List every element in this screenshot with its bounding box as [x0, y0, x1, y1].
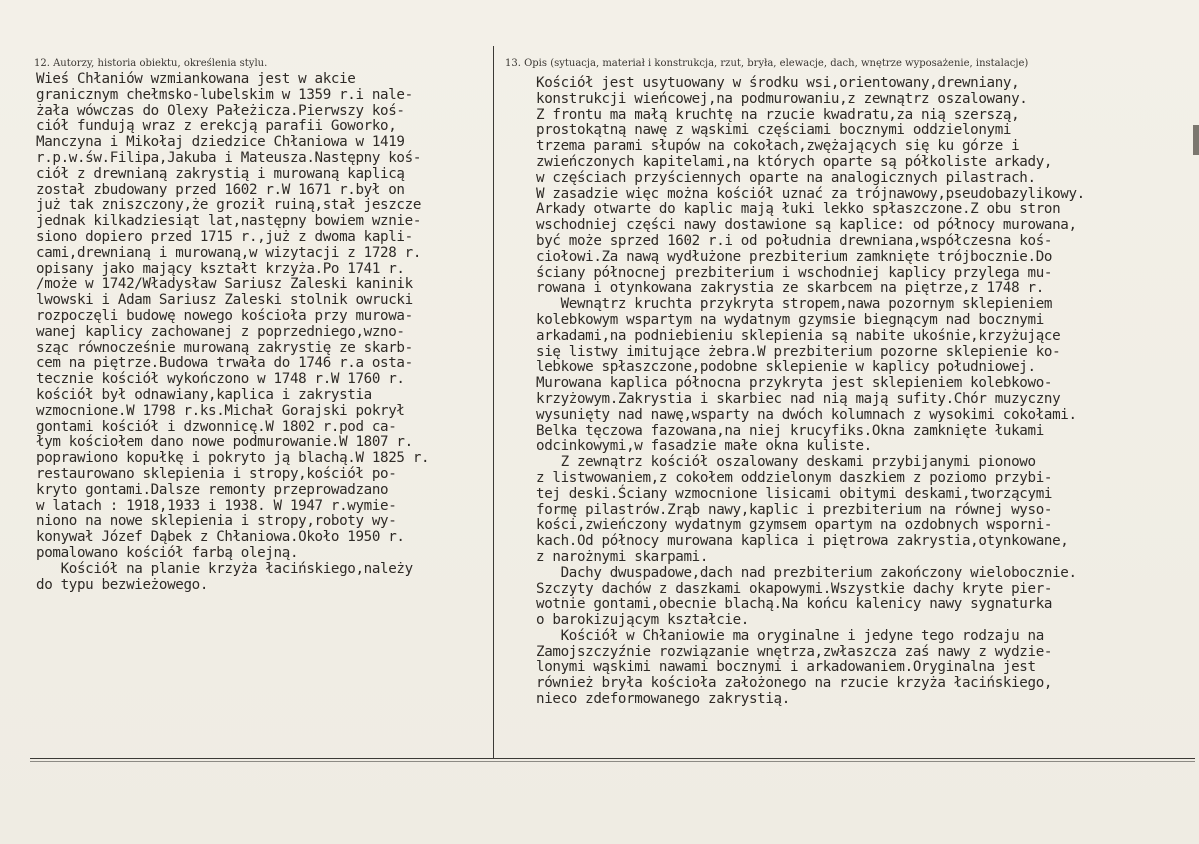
text-line: kości,zwieńczony wydatnym gzymsem opartym na ozdobnych wsporni-	[536, 517, 1053, 534]
text-line: Szczyty dachów z daszkami okapowymi.Wszystkie dachy kryte pier-	[536, 580, 1053, 597]
text-line: żała wówczas do Olexy Pałeżicza.Pierwszy koś-	[36, 102, 405, 119]
text-line: również bryła kościoła założonego na rzucie krzyża łacińskiego,	[536, 675, 1053, 692]
text-line: ciołowi.Za nawą wydłużone prezbiterium zamknięte trójbocznie.Do	[536, 248, 1053, 265]
text-line: /może w 1742/Władysław Sariusz Zaleski kaninik	[36, 276, 413, 293]
text-line: do typu bezwieżowego.	[36, 576, 209, 593]
text-line: Kościół w Chłaniowie ma oryginalne i jedyne tego rodzaju na	[536, 627, 1044, 644]
text-line: Murowana kaplica północna przykryta jest sklepieniem kolebkowo-	[536, 375, 1053, 392]
text-line: konstrukcji wieńcowej,na podmurowaniu,z zewnątrz oszalowany.	[536, 90, 1028, 107]
text-line: wotnie gontami,obecnie blachą.Na końcu kalenicy nawy sygnaturka	[536, 596, 1053, 613]
text-line: ciół fundują wraz z erekcją parafii Goworko,	[36, 118, 397, 135]
text-line: wzmocnione.W 1798 r.ks.Michał Gorajski pokrył	[36, 402, 405, 419]
description-text	[536, 76, 1085, 708]
text-line: kryto gontami.Dalsze remonty przeprowadzano	[36, 481, 389, 498]
text-line: prostokątną nawę z wąskimi częściami bocznymi oddzielonymi	[536, 122, 1012, 139]
column-divider	[493, 46, 494, 758]
text-line: Zamojszczyźnie rozwiązanie wnętrza,zwłaszcza zaś nawy z wydzie-	[536, 643, 1053, 660]
text-line: rozpoczęli budowę nowego kościoła przy murowa-	[36, 307, 413, 324]
text-line: w częściach przyściennych oparte na analogicznych pilastrach.	[536, 169, 1036, 186]
history-text	[36, 72, 429, 593]
text-line: Wewnątrz kruchta przykryta stropem,nawa pozornym sklepieniem	[536, 296, 1053, 313]
text-line: o barokizującym kształcie.	[536, 612, 749, 629]
text-line: formę pilastrów.Zrąb nawy,kaplic i prezbiterium na równej wyso-	[536, 501, 1053, 518]
text-line: w latach : 1918,1933 i 1938. W 1947 r.wymie-	[36, 497, 397, 514]
section-heading-12: 12. Autorzy, historia obiektu, określenia stylu.	[34, 58, 268, 69]
section-heading-13: 13. Opis (sytuacja, materiał i konstrukcja, rzut, bryła, elewacje, dach, wnętrze wyposażenie, instalacje)	[505, 58, 1029, 69]
text-line: już tak zniszczony,że groził ruiną,stał jeszcze	[36, 197, 422, 214]
text-line: wschodniej części nawy dostawione są kaplice: od północy murowana,	[536, 217, 1077, 234]
text-line: kościół był odnawiany,kaplica i zakrystia	[36, 386, 372, 403]
text-line: ciół z drewnianą zakrystią i murowaną kaplicą	[36, 165, 405, 182]
text-line: wanej kaplicy zachowanej z poprzedniego,wzno-	[36, 323, 405, 340]
text-line: arkadami,na podniebieniu sklepienia są nabite ukośnie,krzyżujące	[536, 327, 1061, 344]
text-line: Kościół jest usytuowany w środku wsi,orientowany,drewniany,	[536, 75, 1020, 91]
text-line: gontami kościół i dzwonnicę.W 1802 r.pod ca-	[36, 418, 397, 435]
text-line: Belka tęczowa fazowana,na niej krucyfiks.Okna zamknięte łukami	[536, 422, 1044, 439]
text-line: kolebkowym wspartym na wydatnym gzymsie biegnącym nad bocznymi	[536, 311, 1044, 328]
text-line: tej deski.Ściany wzmocnione lisicami obitymi deskami,tworzącymi	[536, 485, 1053, 502]
text-line: restaurowano sklepienia i stropy,kościół po-	[36, 465, 397, 482]
text-line: r.p.w.św.Filipa,Jakuba i Mateusza.Następny koś-	[36, 149, 422, 166]
page-edge-mark	[1193, 125, 1199, 155]
text-line: niono na nowe sklepienia i stropy,roboty wy-	[36, 513, 397, 530]
text-line: Arkady otwarte do kaplic mają łuki lekko spłaszczone.Z obu stron	[536, 201, 1061, 218]
text-line: Z frontu ma małą kruchtę na rzucie kwadratu,za nią szerszą,	[536, 106, 1020, 123]
text-line: z listwowaniem,z cokołem oddzielonym daszkiem z poziomo przybi-	[536, 469, 1053, 486]
text-line: krzyżowym.Zakrystia i skarbiec nad nią mają sufity.Chór muzyczny	[536, 390, 1061, 407]
text-line: Z zewnątrz kościół oszalowany deskami przybijanymi pionowo	[536, 454, 1036, 471]
text-line: został zbudowany przed 1602 r.W 1671 r.był on	[36, 181, 405, 198]
text-line: kach.Od północy murowana kaplica i piętrowa zakrystia,otynkowane,	[536, 533, 1069, 550]
text-line: lonymi wąskimi nawami bocznymi i arkadowaniem.Oryginalna jest	[536, 659, 1036, 676]
text-line: z narożnymi skarpami.	[536, 548, 709, 565]
text-line: łym kościołem dano nowe podmurowanie.W 1807 r.	[36, 434, 413, 451]
text-line: się listwy imitujące żebra.W prezbiterium pozorne sklepienie ko-	[536, 343, 1061, 360]
text-line: cami,drewnianą i murowaną,w wizytacji z 1728 r.	[36, 244, 422, 261]
text-line: Dachy dwuspadowe,dach nad prezbiterium zakończony wielobocznie.	[536, 564, 1077, 581]
text-line: konywał Józef Dąbek z Chłaniowa.Około 1950 r.	[36, 529, 405, 546]
text-line: odcinkowymi,w fasadzie małe okna kuliste.	[536, 438, 872, 455]
bottom-rule-secondary	[30, 761, 1195, 762]
text-line: Manczyna i Mikołaj dziedzice Chłaniowa w 1419	[36, 134, 405, 151]
text-line: sząc równocześnie murowaną zakrystię ze skarb-	[36, 339, 413, 356]
text-line: pomalowano kościół farbą olejną.	[36, 544, 299, 561]
text-line: Kościół na planie krzyża łacińskiego,należy	[36, 560, 413, 577]
text-line: cem na piętrze.Budowa trwała do 1746 r.a osta-	[36, 355, 413, 372]
text-line: granicznym chełmsko-lubelskim w 1359 r.i nale-	[36, 86, 413, 103]
text-line: rowana i otynkowana zakrystia ze skarbcem na piętrze,z 1748 r.	[536, 280, 1044, 297]
bottom-rule	[30, 758, 1195, 759]
text-line: poprawiono kopułkę i pokryto ją blachą.W 1825 r.	[36, 450, 430, 467]
text-line: lwowski i Adam Sariusz Zaleski stolnik owrucki	[36, 292, 413, 309]
text-line: Wieś Chłaniów wzmiankowana jest w akcie	[36, 71, 356, 87]
text-line: być może sprzed 1602 r.i od południa drewniana,współczesna koś-	[536, 232, 1053, 249]
text-line: tecznie kościół wykończono w 1748 r.W 1760 r.	[36, 371, 405, 388]
text-line: wysunięty nad nawę,wsparty na dwóch kolumnach z wysokimi cokołami.	[536, 406, 1077, 423]
text-line: nieco zdeformowanego zakrystią.	[536, 691, 790, 708]
text-line: lebkowe spłaszczone,podobne sklepienie w kaplicy południowej.	[536, 359, 1036, 376]
text-line: jednak kilkadziesiąt lat,następny bowiem wznie-	[36, 213, 422, 230]
text-line: W zasadzie więc można kościół uznać za trójnawowy,pseudobazylikowy.	[536, 185, 1085, 202]
text-line: siono dopiero przed 1715 r.,już z dwoma kapli-	[36, 228, 413, 245]
text-line: trzema parami słupów na cokołach,zwężających się ku górze i	[536, 138, 1020, 155]
text-line: zwieńczonych kapitelami,na których oparte są półkoliste arkady,	[536, 153, 1053, 170]
text-line: opisany jako mający kształt krzyża.Po 1741 r.	[36, 260, 405, 277]
text-line: ściany północnej prezbiterium i wschodniej kaplicy przylega mu-	[536, 264, 1053, 281]
